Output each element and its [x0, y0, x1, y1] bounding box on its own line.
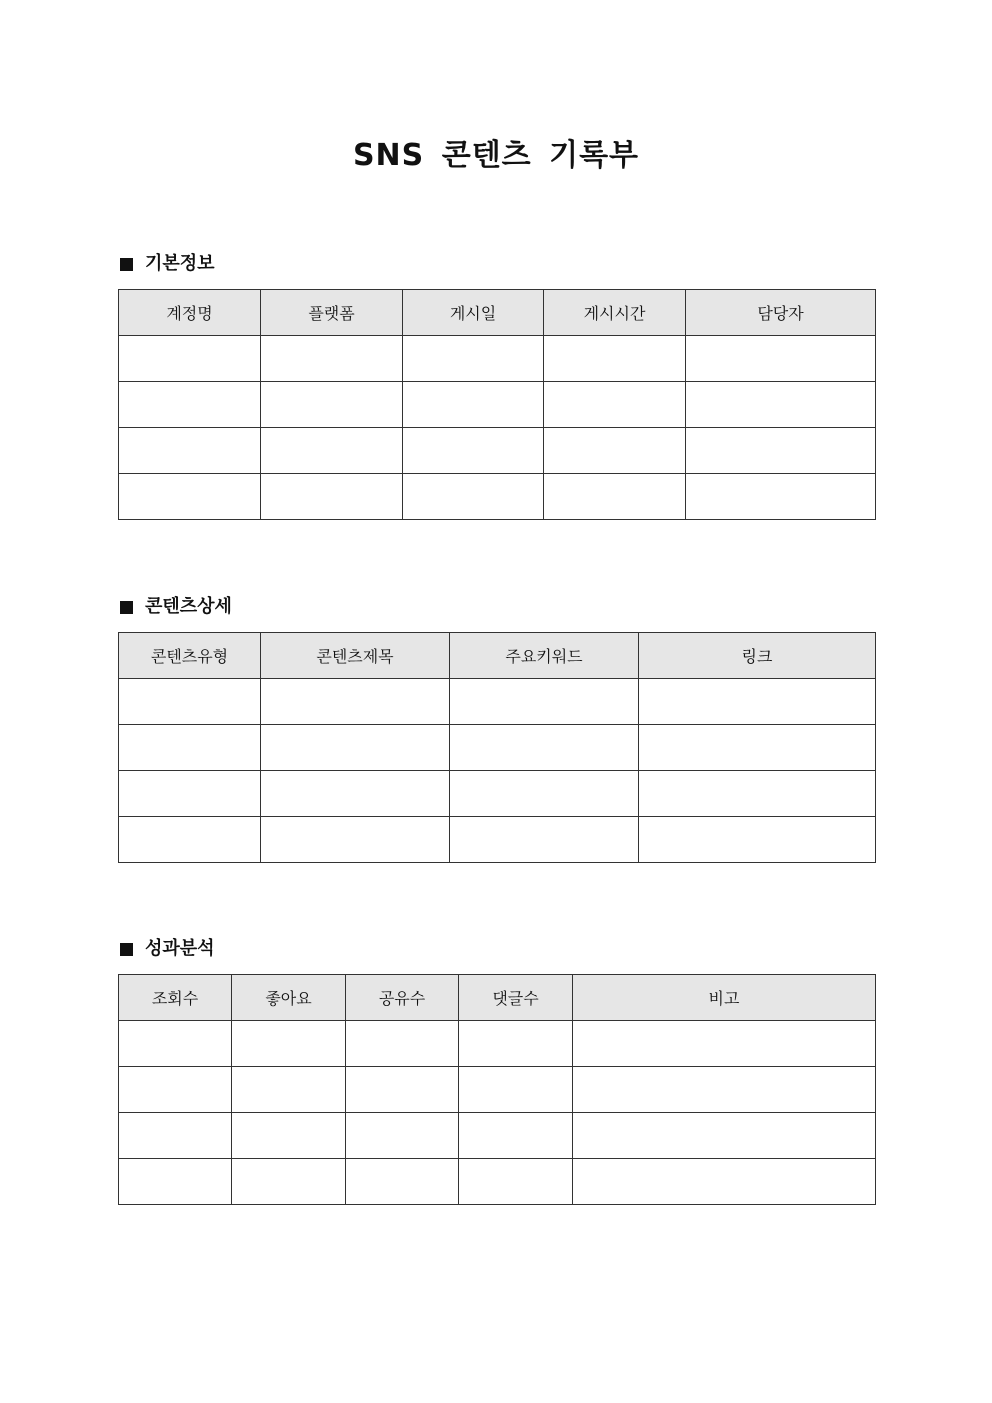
- table-cell[interactable]: [450, 725, 639, 771]
- table-cell[interactable]: [403, 382, 544, 428]
- table-cell[interactable]: [639, 679, 876, 725]
- table-cell[interactable]: [544, 474, 686, 520]
- table-row: [119, 1067, 876, 1113]
- section-heading-performance-analysis: [120, 936, 215, 962]
- table-row: [119, 428, 876, 474]
- table-cell[interactable]: [459, 1113, 573, 1159]
- table-cell[interactable]: [639, 771, 876, 817]
- table-header-row: [119, 975, 876, 1021]
- performance-analysis-table: [118, 974, 876, 1205]
- table-cell[interactable]: [686, 474, 876, 520]
- table-cell[interactable]: [119, 382, 261, 428]
- column-header-views: 조회수: [119, 975, 232, 1021]
- table-cell[interactable]: [403, 336, 544, 382]
- basic-info-table: [118, 289, 876, 520]
- column-header-shares: 공유수: [346, 975, 459, 1021]
- table-cell[interactable]: [119, 1113, 232, 1159]
- table-row: [119, 1113, 876, 1159]
- table-cell[interactable]: [450, 679, 639, 725]
- column-header-content-title: 콘텐츠제목: [261, 633, 450, 679]
- table-cell[interactable]: [119, 1067, 232, 1113]
- table-cell[interactable]: [544, 336, 686, 382]
- table-cell[interactable]: [459, 1159, 573, 1205]
- table-header-row: [119, 290, 876, 336]
- section-heading-content-detail: [120, 594, 232, 620]
- table-cell[interactable]: [639, 817, 876, 863]
- table-row: [119, 474, 876, 520]
- table-cell[interactable]: [261, 679, 450, 725]
- column-header-main-keywords: 주요키워드: [450, 633, 639, 679]
- table-cell[interactable]: [459, 1021, 573, 1067]
- table-row: [119, 1021, 876, 1067]
- table-cell[interactable]: [261, 336, 403, 382]
- table-cell[interactable]: [573, 1021, 876, 1067]
- table-row: [119, 817, 876, 863]
- table-cell[interactable]: [346, 1159, 459, 1205]
- table-cell[interactable]: [403, 428, 544, 474]
- table-cell[interactable]: [261, 725, 450, 771]
- column-header-content-type: 콘텐츠유형: [119, 633, 261, 679]
- table-cell[interactable]: [119, 679, 261, 725]
- column-header-manager: 담당자: [686, 290, 876, 336]
- black-square-icon: [120, 601, 133, 614]
- column-header-post-date: 게시일: [403, 290, 544, 336]
- table-cell[interactable]: [232, 1113, 346, 1159]
- section-heading-label: 기본정보: [145, 253, 215, 274]
- table-row: [119, 679, 876, 725]
- table-cell[interactable]: [450, 771, 639, 817]
- table-cell[interactable]: [261, 428, 403, 474]
- table-cell[interactable]: [119, 428, 261, 474]
- table-row: [119, 1159, 876, 1205]
- table-cell[interactable]: [346, 1113, 459, 1159]
- table-cell[interactable]: [639, 725, 876, 771]
- column-header-likes: 좋아요: [232, 975, 346, 1021]
- table-cell[interactable]: [119, 817, 261, 863]
- table-cell[interactable]: [686, 428, 876, 474]
- table-cell[interactable]: [573, 1159, 876, 1205]
- table-cell[interactable]: [450, 817, 639, 863]
- table-row: [119, 382, 876, 428]
- table-cell[interactable]: [686, 336, 876, 382]
- table-cell[interactable]: [232, 1021, 346, 1067]
- table-cell[interactable]: [544, 382, 686, 428]
- table-cell[interactable]: [232, 1067, 346, 1113]
- table-cell[interactable]: [119, 771, 261, 817]
- content-detail-table: [118, 632, 876, 863]
- table-cell[interactable]: [119, 725, 261, 771]
- table-cell[interactable]: [119, 1159, 232, 1205]
- column-header-post-time: 게시시간: [544, 290, 686, 336]
- table-cell[interactable]: [261, 817, 450, 863]
- table-cell[interactable]: [261, 771, 450, 817]
- black-square-icon: [120, 943, 133, 956]
- table-row: [119, 771, 876, 817]
- table-row: [119, 725, 876, 771]
- column-header-notes: 비고: [573, 975, 876, 1021]
- table-cell[interactable]: [261, 382, 403, 428]
- column-header-account-name: 계정명: [119, 290, 261, 336]
- section-heading-basic-info: [120, 251, 215, 277]
- table-cell[interactable]: [119, 474, 261, 520]
- section-heading-label: 콘텐츠상세: [145, 596, 232, 617]
- table-cell[interactable]: [346, 1021, 459, 1067]
- table-cell[interactable]: [119, 336, 261, 382]
- table-cell[interactable]: [573, 1067, 876, 1113]
- section-heading-label: 성과분석: [145, 938, 215, 959]
- table-cell[interactable]: [573, 1113, 876, 1159]
- column-header-comments: 댓글수: [459, 975, 573, 1021]
- table-cell[interactable]: [261, 474, 403, 520]
- table-cell[interactable]: [232, 1159, 346, 1205]
- table-header-row: [119, 633, 876, 679]
- table-row: [119, 336, 876, 382]
- table-cell[interactable]: [459, 1067, 573, 1113]
- table-cell[interactable]: [403, 474, 544, 520]
- column-header-platform: 플랫폼: [261, 290, 403, 336]
- table-cell[interactable]: [346, 1067, 459, 1113]
- black-square-icon: [120, 258, 133, 271]
- table-cell[interactable]: [686, 382, 876, 428]
- table-cell[interactable]: [119, 1021, 232, 1067]
- page-title: SNS 콘텐츠 기록부: [352, 138, 640, 173]
- column-header-link: 링크: [639, 633, 876, 679]
- table-cell[interactable]: [544, 428, 686, 474]
